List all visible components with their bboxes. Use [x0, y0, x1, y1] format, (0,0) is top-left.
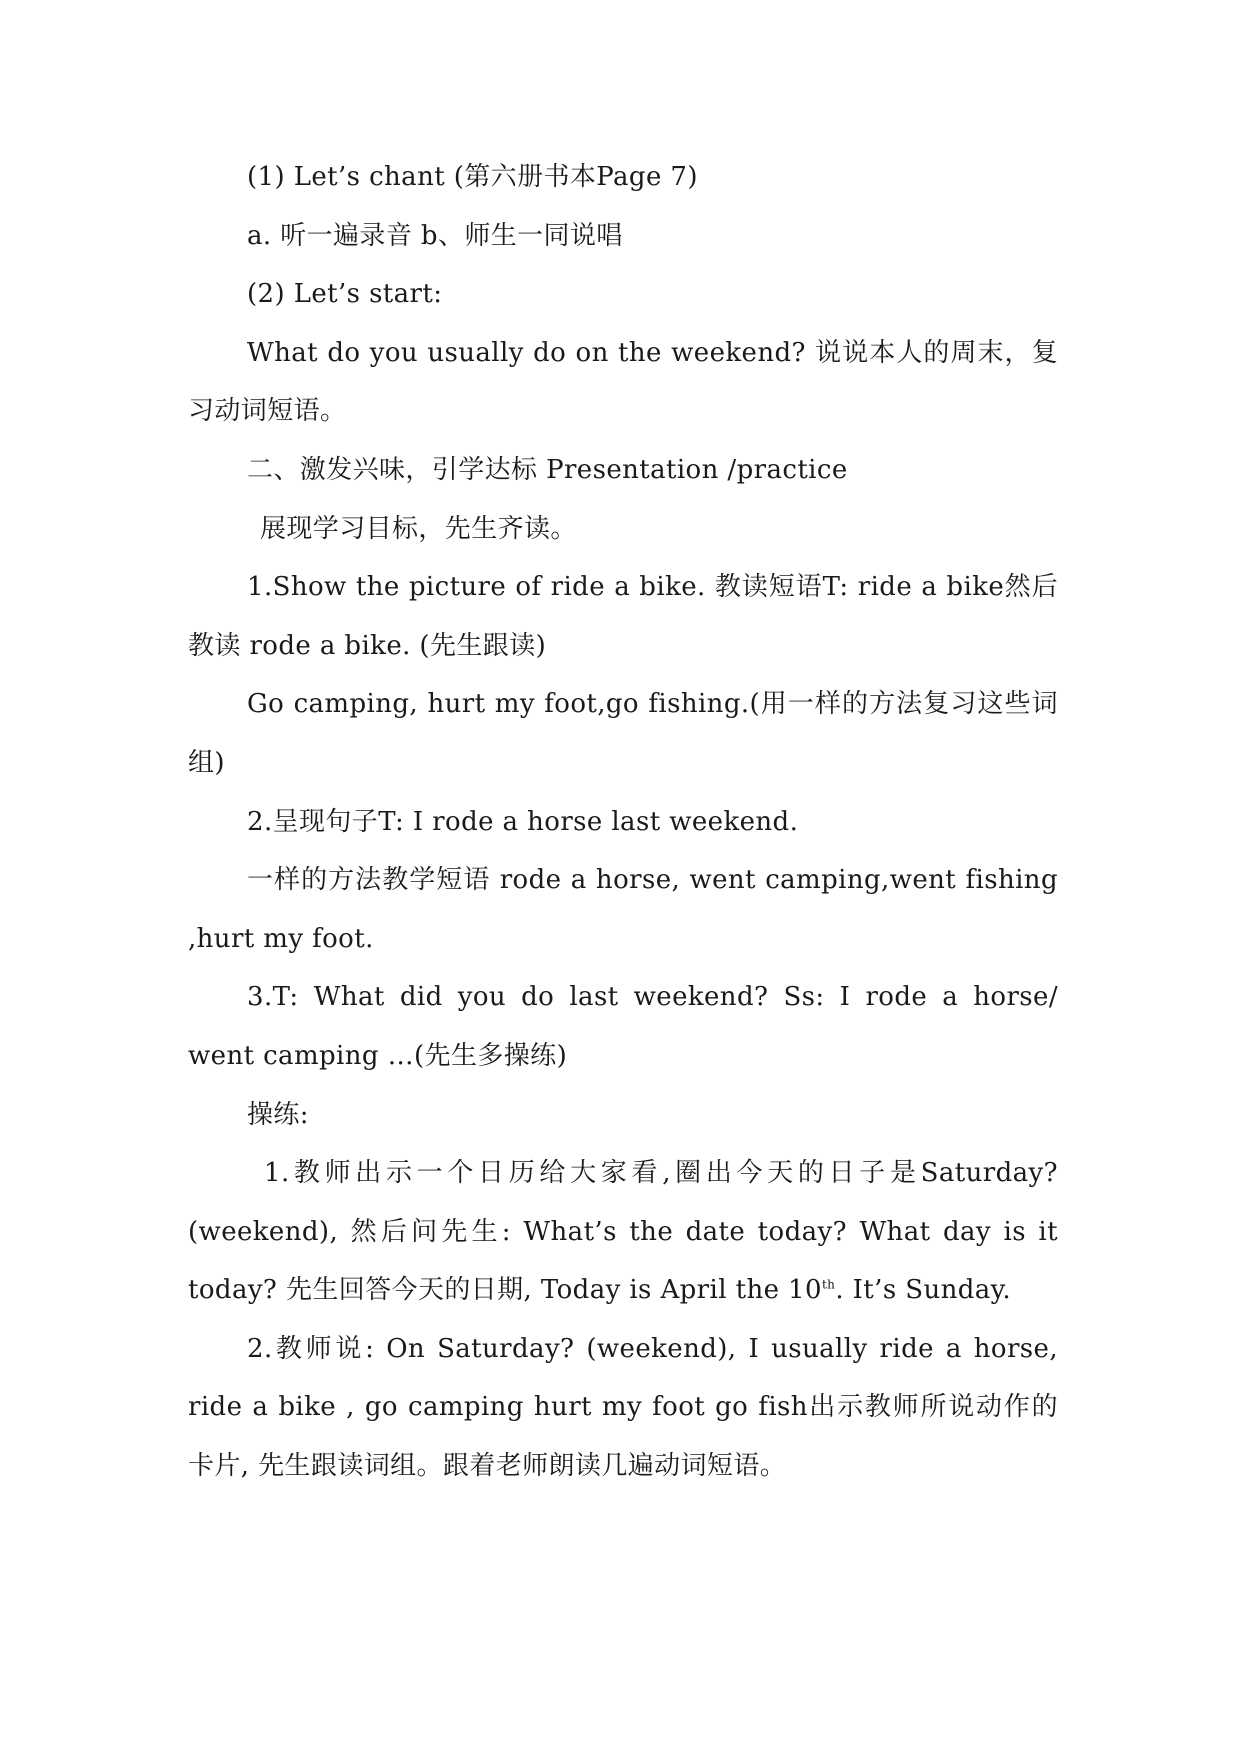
document-body	[188, 148, 1058, 1496]
section-heading-presentation: 二、激发兴味，引学达标 Presentation /practice	[247, 454, 848, 485]
paragraph-listen: a. 听一遍录音 b、师生一同说唱	[247, 220, 623, 251]
practice-1-main: 1.教师出示一个日历给大家看,圈出今天的日子是Saturday?(weekend), 然后问先生: What’s the date today? What day is it today? 先生回答今天的日期, Today is April the 10	[188, 1158, 1058, 1306]
paragraph-step-3: 3.T: What did you do last weekend? Ss: I rode a horse/ went camping …(先生多操练)	[188, 982, 1058, 1071]
ordinal-suffix: th	[821, 1277, 836, 1292]
paragraph-step-1: 1.Show the picture of ride a bike. 教读短语T: ride a bike然后教读 rode a bike. (先生跟读)	[188, 572, 1058, 661]
paragraph-practice-label: 操练:	[247, 1099, 309, 1130]
practice-1-tail: . It’s Sunday.	[835, 1275, 1011, 1306]
paragraph-start: (2) Let’s start:	[247, 279, 443, 310]
paragraph-practice-1	[188, 1144, 1058, 1320]
paragraph-phrases: Go camping, hurt my foot,go fishing.(用一样的方法复习这些词组)	[188, 689, 1058, 778]
paragraph-goals: 展现学习目标，先生齐读。	[260, 513, 577, 544]
paragraph-weekend-question: What do you usually do on the weekend? 说说本人的周末，复习动词短语。	[188, 337, 1058, 427]
paragraph-step-2: 2.呈现句子T: I rode a horse last weekend.	[247, 806, 799, 837]
paragraph-practice-2: 2.教师说: On Saturday? (weekend), I usually ride a horse, ride a bike , go camping hurt my foot go fish出示教师所说动作的卡片, 先生跟读词组。跟着老师朗读几遍动词短语。	[188, 1333, 1058, 1482]
paragraph-same-method: 一样的方法教学短语 rode a horse, went camping,went fishing ,hurt my foot.	[188, 865, 1058, 954]
paragraph-chant: (1) Let’s chant (第六册书本Page 7)	[247, 162, 698, 192]
